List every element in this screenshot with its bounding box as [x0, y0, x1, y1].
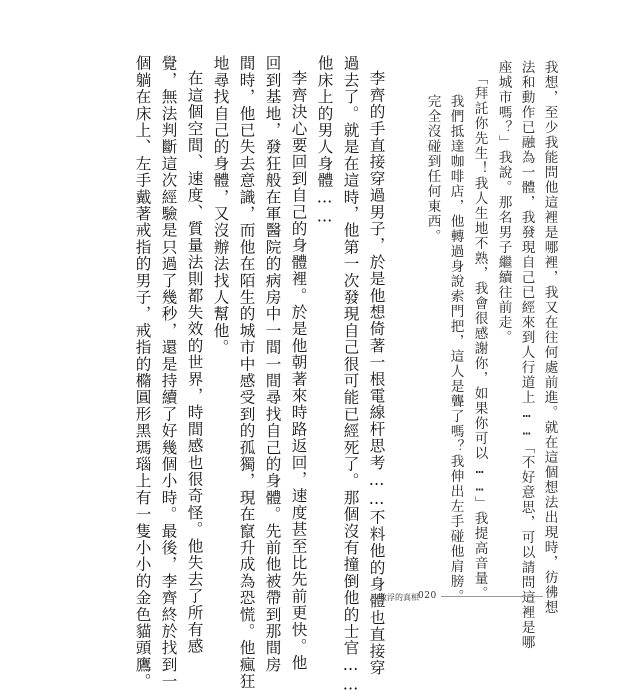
body-line-1: 李齊的手直接穿過男子，於是他想倚著一根電線杆思考……不料他的身體也直接穿	[367, 70, 386, 676]
body-line-9: 覺，無法判斷這次經驗是只過了幾秒，還是持續了好幾個小時。最後，李齊終於找到一	[159, 55, 178, 690]
footer-rule	[441, 596, 543, 597]
body-line-8: 在這個空間、速度、質量法則都失效的世界，時間感也很奇怪。他失去了所有感	[185, 70, 204, 655]
page-number: 020	[418, 591, 437, 601]
body-line-7: 地尋找自己的身體，又沒辦法找人幫他。	[211, 55, 230, 356]
handwritten-line-2: 法和動作已融為一體，我發現自己已經來到人行道上……「不好意思，可以請問這裡是哪	[518, 60, 535, 650]
body-line-5: 回到基地，發狂般在軍醫院的病房中一間一間尋找自己的身體。先前他被帶到那間房	[263, 55, 282, 673]
handwritten-line-3: 座城市嗎？」我說。那名男子繼續往前走。	[495, 60, 512, 345]
body-line-10: 個躺在床上、左手戴著戒指的男子，戒指的橢圓形黑瑪瑙上有一隻小小的金色貓頭鷹。	[133, 55, 152, 690]
handwritten-line-6: 完全沒碰到任何東西。	[424, 94, 441, 244]
body-line-2: 過去了。就是在這時，他第一次發現自己很可能已經死了。那個沒有撞倒他的士官……	[341, 55, 360, 694]
running-title: 救浮的真相	[379, 593, 419, 602]
handwritten-line-4: 「拜託你先生！我人生地不熟，我會很感謝你，如果你可以……」我提高音量。	[471, 71, 488, 601]
body-line-4: 李齊決心要回到自己的身體裡。於是他朝著來時路返回，速度甚至比先前更快。他	[289, 70, 308, 672]
body-line-3: 他床上的男人身體……	[315, 55, 334, 227]
body-line-6: 間時，他已失去意識，而他在陌生的城市中感受到的孤獨，現在竄升成為恐慌。他瘋狂	[237, 55, 256, 690]
handwritten-line-1: 我想，至少我能問他這裡是哪裡，我又在往何處前進。就在這個想法出現時，彷彿想	[541, 60, 558, 615]
handwritten-line-5: 我們抵達咖啡店，他轉過身說索門把，這人是聾了嗎？我伸出左手碰他肩膀。	[447, 94, 464, 604]
